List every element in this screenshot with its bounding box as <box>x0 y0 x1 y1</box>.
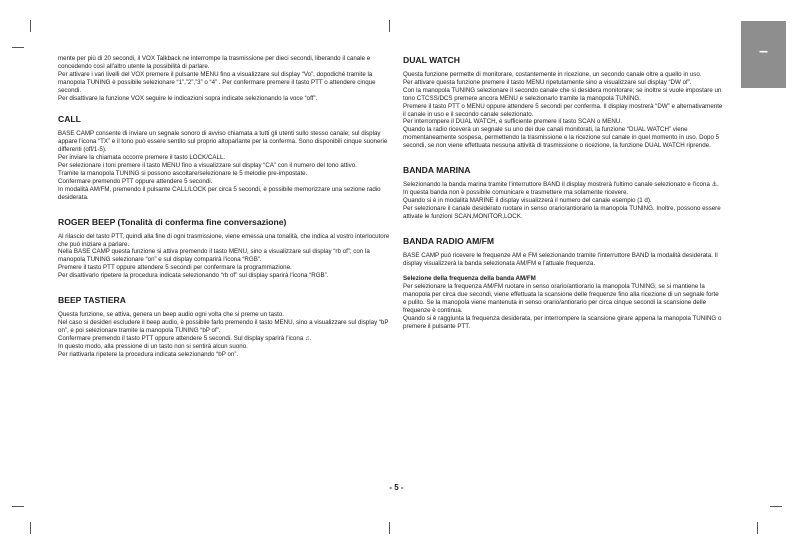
crop-mark <box>757 522 758 534</box>
right-column <box>403 55 723 331</box>
paragraph: Premere il tasto PTT oppure attendere 5 secondi per confermare la programmazione. <box>58 264 292 272</box>
paragraph: Per selezionare il canale desiderato ruotare in senso orario/antiorario la manopola TUNING. Inoltre, possono essere attivate le funzioni SCAN,MONITOR,LOCK. <box>403 204 721 220</box>
section-tab <box>741 21 786 88</box>
crop-mark <box>30 522 31 534</box>
paragraph: Per selezionare i toni premere il tasto MENU fino a visualizzare sul display “CA” con il numero del tono attivo. <box>58 162 357 170</box>
section-title-banda-marina: BANDA MARINA <box>403 165 471 176</box>
paragraph: mente per più di 20 secondi, il VOX Talkback ne interrompe la trasmissione per dieci secondi, liberando il canale e concedendo così all'altro utente la possibilità di parlare. <box>58 55 371 70</box>
paragraph: BASE CAMP consente di inviare un segnale sonoro di avviso chiamata a tutti gli utenti sullo stesso canale; sul display appare l'icona “TX” e il tono può essere sentito sul proprio altoparlante per la conferma. Sono disponibili cinque suonerie differenti (off/1-5). <box>58 130 388 154</box>
paragraph: Quando la radio riceverà un segnale su uno dei due canali monitorati, la funzione “DUAL WATCH” viene momentaneamente sospesa, permettendo la trasmissione e la ricezione sul canale in quel momento in uso. Dopo 5 secondi, se non viene effettuata nessuna attività di trasmissione o ricezione, la funzione DUAL WATCH riprende. <box>403 126 720 150</box>
paragraph: Questa funzione permette di monitorare, costantemente in ricezione, un secondo canale oltre a quello in uso. <box>403 71 702 78</box>
paragraph: Al rilascio del tasto PTT, quindi alla fine di ogni trasmissione, viene emessa una tonalità, che indica al vostro interlocutore che può iniziare a parlare. <box>58 232 390 248</box>
paragraph: Per disattivare la funzione VOX seguire le indicazioni sopra indicate selezionando la voce “off”. <box>58 94 318 102</box>
paragraph: Per inviare la chiamata occorre premere il tasto LOCK/CALL. <box>58 154 226 162</box>
crop-mark <box>12 47 24 48</box>
section-title-roger-beep: ROGER BEEP (Tonalità di conferma fine conversazione) <box>58 216 287 227</box>
crop-mark <box>389 20 390 32</box>
section-tab-label: – <box>759 43 768 60</box>
paragraph: In modalità AM/FM, premendo il pulsante CALL/LOCK per circa 5 secondi, è possibile memorizzare una sezione radio desiderata. <box>58 185 381 201</box>
paragraph: Questa funzione, se attiva, genera un beep audio ogni volta che si preme un tasto. <box>58 311 284 319</box>
paragraph: Nel caso si desideri escludere il beep audio, è possibile farlo premendo il tasto MENU, sino a visualizzare sul display “bP on”, e poi selezionare tramite la manopola TUNING “bP of”. <box>58 318 389 334</box>
paragraph: Confermare premendo il tasto PTT oppure attendere 5 secondi. Sul display sparirà l'icona ♫. <box>58 334 312 342</box>
paragraph: Nella BASE CAMP questa funzione si attiva premendo il tasto MENU, sino a visualizzare sul display “rb of”; con la manopola TUNING selezionare “on” e sul display comparirà l'icona “RGB”. <box>58 248 370 264</box>
crop-mark <box>770 506 782 507</box>
section-title-beep-tastiera: BEEP TASTIERA <box>58 295 126 306</box>
paragraph: Per disattivarlo ripetere la procedura indicata selezionando “rb of” sul display sparirà l'icona “RGB”. <box>58 272 329 280</box>
section-title-call: CALL <box>58 114 81 125</box>
paragraph: Per selezionare la frequenza AM/FM ruotare in senso orario/antiorario la manopola TUNING; se si mantiene la manopola per circa due secondi, viene effettuata la scansione delle frequenze fino alla ricezione di un segnale forte e pulito. Se la manopola viene mantenuta in senso orario/antiorario per circa cinque secondi la scansione delle frequenze è continua. <box>403 283 719 315</box>
crop-mark <box>389 522 390 534</box>
page-number: - 5 - <box>389 483 404 492</box>
paragraph: Tramite la manopola TUNING si possono ascoltare/selezionare le 5 melodie pre-impostate. <box>58 169 308 177</box>
paragraph: Per interrompere il DUAL WATCH, è sufficiente premere il tasto SCAN o MENU. <box>403 118 623 126</box>
paragraph: Premere il tasto PTT o MENU oppure attendere 5 secondi per conferma. Il display mostrerà “DW” e alternativamente il canale in uso e il secondo canale selezionato. <box>403 102 723 118</box>
paragraph: Confermare premendo PTT oppure attendere 5 secondi. <box>58 177 213 185</box>
crop-mark <box>12 506 24 507</box>
subsection-title: Selezione della frequenza della banda AM/FM <box>403 275 536 283</box>
paragraph: Per riattivarla ripetere la procedura indicata selezionando “bP on”. <box>58 350 239 358</box>
paragraph: Per attivare i vari livelli del VOX premere il pulsante MENU fino a visualizzare sul display “Vo”, dopodiché tramite la manopola TUNING è possibile selezionare “1”,”2”,”3” o “4” . Per confermare premere il tasto PTT o attendere cinque secondi. <box>58 70 376 94</box>
paragraph: Quando si è raggiunta la frequenza desiderata, per interrompere la scansione girare appena la manopola TUNING o premere il pulsante PTT. <box>403 314 722 330</box>
paragraph: Quando si è in modalità MARINE il display visualizzerà il numero del canale esempio (1 d). <box>403 196 652 204</box>
paragraph: Selezionando la banda marina tramite l'interruttore BAND il display mostrerà l'ultimo canale selezionato e l'icona ⚓. In questa banda non è possibile comunicare e trasmettere ma solamente ricevere. <box>403 181 719 196</box>
paragraph: Per attivare questa funzione premere il tasto MENU ripetutamente sino a visualizzare sul display “DW of”. <box>403 78 692 86</box>
paragraph: BASE CAMP può ricevere le frequenze AM e FM selezionando tramite l'interruttore BAND la modalità desiderata. Il display visualizzerà la banda selezionata AM/FM e l'attuale frequenza. <box>403 251 718 267</box>
section-title-banda-radio: BANDA RADIO AM/FM <box>403 235 495 246</box>
paragraph: Con la manopola TUNING selezionare il secondo canale che si desidera monitorare; se inoltre si vuole impostare un tono CTCSS/DCS premere ancora MENU e selezionarlo tramite la manopola TUNING. <box>403 86 722 102</box>
paragraph: In questo modo, alla pressione di un tasto non si sentirà alcun suono. <box>58 342 248 350</box>
crop-mark <box>30 20 31 32</box>
section-title-dual-watch: DUAL WATCH <box>403 55 460 65</box>
left-column <box>58 55 396 358</box>
